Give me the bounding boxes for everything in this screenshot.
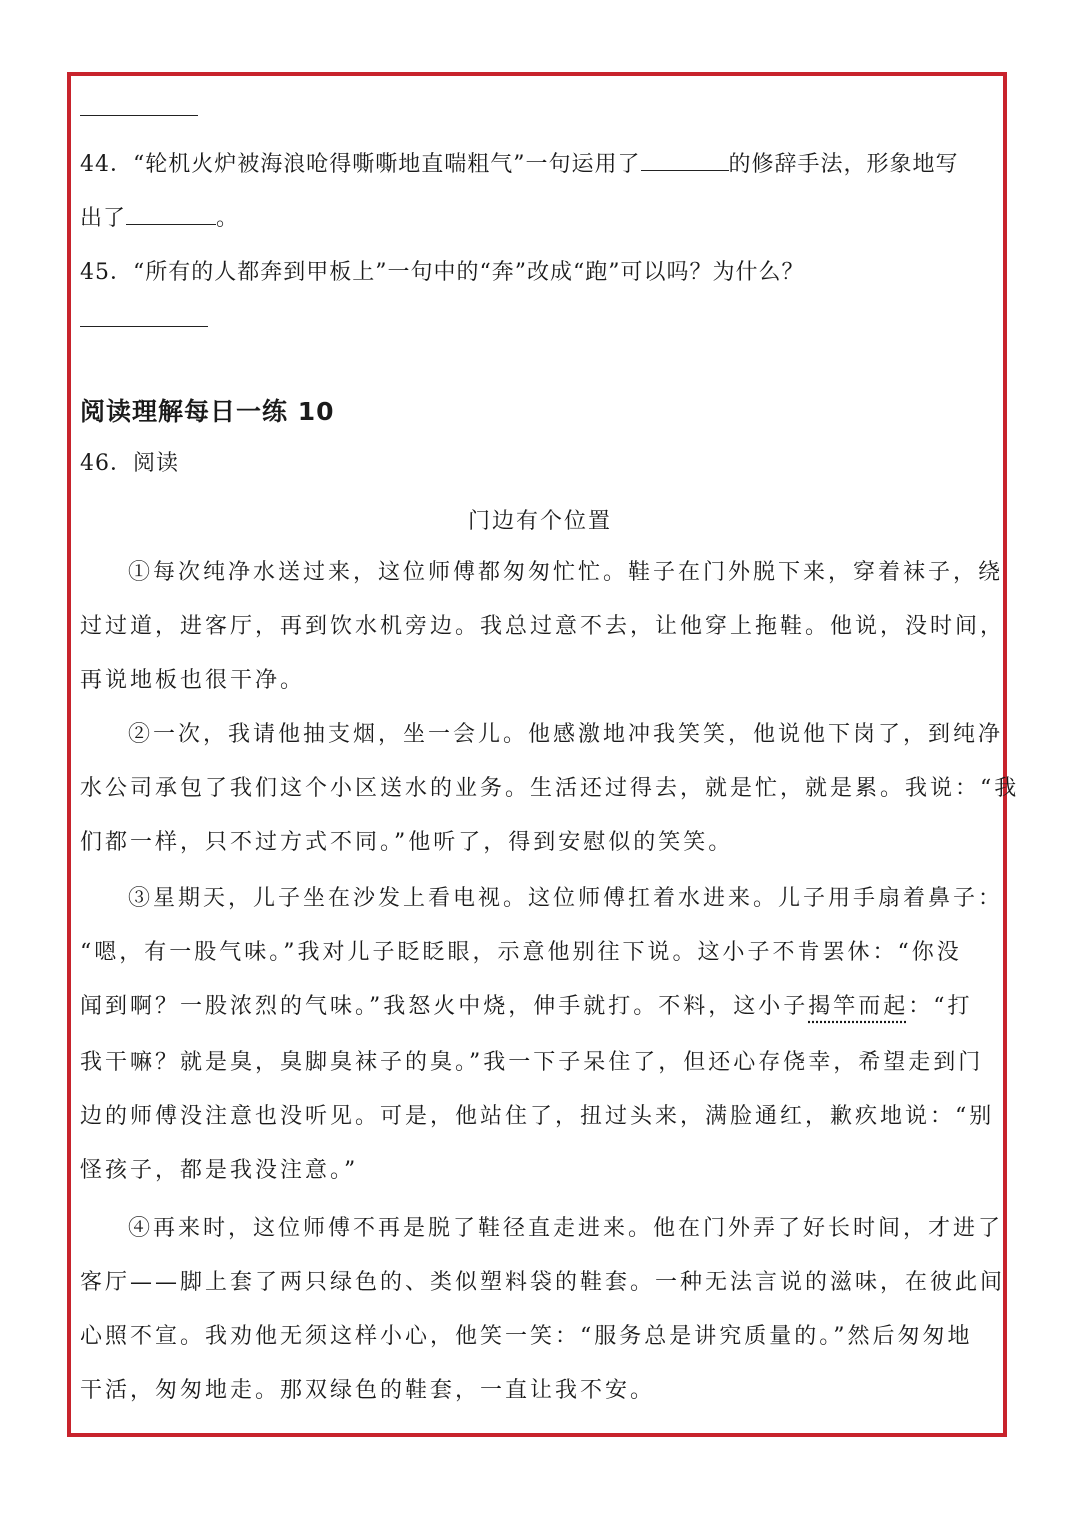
paragraph-3-line: ③星期天，儿子坐在沙发上看电视。这位师傅扛着水进来。儿子用手扇着鼻子： bbox=[128, 886, 1004, 911]
paragraph-3-line: 我干嘛？就是臭，臭脚臭袜子的臭。”我一下子呆住了，但还心存侥幸，希望走到门 bbox=[80, 1050, 984, 1075]
paragraph-3-line: 怪孩子，都是我没注意。” bbox=[80, 1158, 359, 1183]
question-44-text-part3: 出了 bbox=[80, 206, 127, 231]
question-45 bbox=[80, 258, 805, 288]
question-45-number: 45． bbox=[80, 260, 133, 285]
question-44-text-part1: “轮机火炉被海浪呛得嘶嘶地直喘粗气”一句运用了 bbox=[133, 152, 641, 177]
paragraph-2-line: ②一次，我请他抽支烟，坐一会儿。他感激地冲我笑笑，他说他下岗了，到纯净 bbox=[128, 722, 1004, 747]
paragraph-4-line: 心照不宣。我劝他无须这样小心，他笑一笑：“服务总是讲究质量的。”然后匆匆地 bbox=[80, 1324, 973, 1349]
paragraph-1-line: ①每次纯净水送过来，这位师傅都匆匆忙忙。鞋子在门外脱下来，穿着袜子，绕 bbox=[128, 560, 1004, 585]
emphasized-idiom: 揭竿而起 bbox=[808, 994, 909, 1019]
question-46 bbox=[80, 449, 179, 479]
question-46-number: 46． bbox=[80, 451, 133, 476]
question-45-answer-blank[interactable] bbox=[80, 326, 208, 327]
question-44-number: 44． bbox=[80, 152, 133, 177]
passage-title: 门边有个位置 bbox=[467, 509, 612, 534]
paragraph-4-line: 干活，匆匆地走。那双绿色的鞋套，一直让我不安。 bbox=[80, 1378, 656, 1403]
paragraph-1-line: 再说地板也很干净。 bbox=[80, 668, 306, 693]
paragraph-4-line: 客厅——脚上套了两只绿色的、类似塑料袋的鞋套。一种无法言说的滋味，在彼此间 bbox=[80, 1270, 1006, 1295]
paragraph-3-line: 边的师傅没注意也没听见。可是，他站住了，扭过头来，满脸通红，歉疚地说：“别 bbox=[80, 1104, 995, 1129]
question-44-blank1[interactable] bbox=[641, 150, 729, 171]
section-heading: 阅读理解每日一练 10 bbox=[80, 397, 335, 426]
question-44-text-part2: 的修辞手法，形象地写 bbox=[728, 152, 959, 177]
paragraph-3-line bbox=[80, 992, 973, 1022]
question-44-text-part4: 。 bbox=[216, 206, 240, 231]
question-45-text: “所有的人都奔到甲板上”一句中的“奔”改成“跑”可以吗？为什么？ bbox=[133, 260, 805, 285]
paragraph-3-text: ：“打 bbox=[908, 994, 973, 1019]
answer-blank-top[interactable] bbox=[80, 115, 198, 116]
paragraph-2-line: 们都一样，只不过方式不同。”他听了，得到安慰似的笑笑。 bbox=[80, 830, 734, 855]
question-44-line2 bbox=[80, 204, 239, 234]
question-44-blank2[interactable] bbox=[126, 204, 216, 225]
question-44-line1 bbox=[80, 150, 959, 180]
paragraph-3-line: “嗯，有一股气味。”我对儿子眨眨眼，示意他别往下说。这小子不肯罢休：“你没 bbox=[80, 940, 962, 965]
question-46-label: 阅读 bbox=[133, 451, 180, 476]
paragraph-3-text: 闻到啊？一股浓烈的气味。”我怒火中烧，伸手就打。不料，这小子 bbox=[80, 994, 809, 1019]
paragraph-4-line: ④再来时，这位师傅不再是脱了鞋径直走进来。他在门外弄了好长时间，才进了 bbox=[128, 1216, 1004, 1241]
paragraph-2-line: 水公司承包了我们这个小区送水的业务。生活还过得去，就是忙，就是累。我说：“我 bbox=[80, 776, 1020, 801]
paragraph-1-line: 过过道，进客厅，再到饮水机旁边。我总过意不去，让他穿上拖鞋。他说，没时间， bbox=[80, 614, 1006, 639]
